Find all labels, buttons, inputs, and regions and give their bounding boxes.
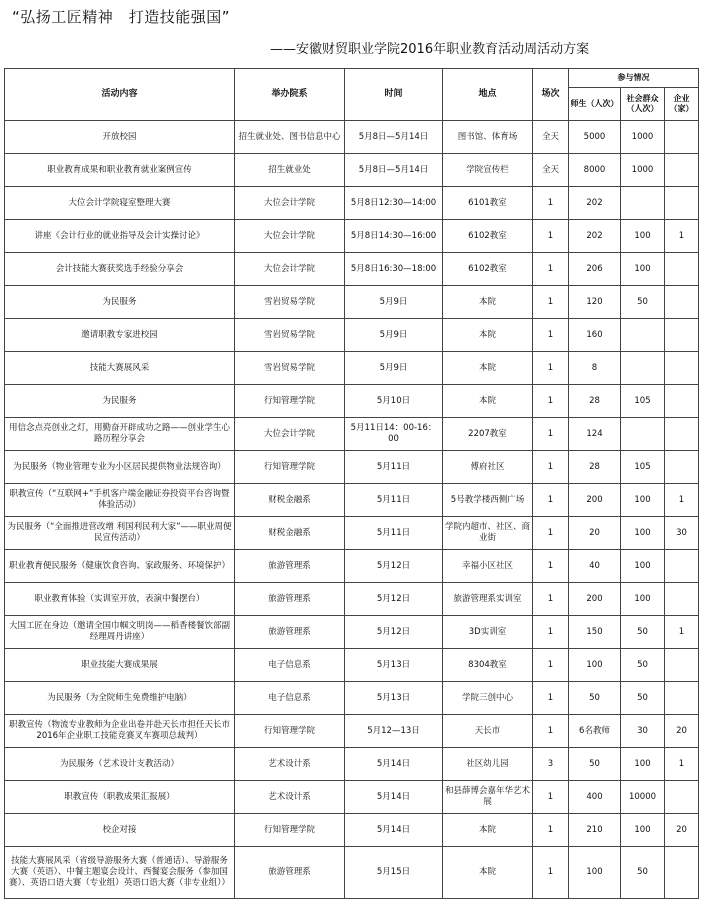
- cell-enterprise: [665, 550, 699, 583]
- cell-sessions: 1: [533, 847, 569, 899]
- cell-activity: 大位会计学院寝室整理大赛: [5, 187, 235, 220]
- cell-activity: 为民服务（物业管理专业为小区居民提供物业法规咨询）: [5, 451, 235, 484]
- cell-activity: 职业教育成果和职业教育就业案例宣传: [5, 154, 235, 187]
- cell-organizer: 行知管理学院: [235, 451, 345, 484]
- table-row: [5, 451, 699, 484]
- cell-staff: 6名教师: [569, 715, 621, 748]
- activity-table: [4, 68, 699, 899]
- cell-staff: 150: [569, 616, 621, 649]
- cell-organizer: 电子信息系: [235, 649, 345, 682]
- cell-activity: 为民服务（“全面推进营改增 利国利民利大家”——职业周便民宣传活动）: [5, 517, 235, 550]
- cell-public: 100: [621, 220, 665, 253]
- cell-organizer: 雪岩贸易学院: [235, 319, 345, 352]
- cell-organizer: 行知管理学院: [235, 715, 345, 748]
- cell-organizer: 招生就业处: [235, 154, 345, 187]
- cell-public: 100: [621, 583, 665, 616]
- cell-time: 5月9日: [345, 319, 443, 352]
- document-subtitle: ——安徽财贸职业学院2016年职业教育活动周活动方案: [270, 42, 590, 57]
- cell-enterprise: 20: [665, 814, 699, 847]
- cell-organizer: 行知管理学院: [235, 385, 345, 418]
- cell-location: 旅游管理系实训室: [443, 583, 533, 616]
- cell-time: 5月8日16:30—18:00: [345, 253, 443, 286]
- table-row: [5, 484, 699, 517]
- cell-staff: 210: [569, 814, 621, 847]
- cell-sessions: 1: [533, 352, 569, 385]
- cell-sessions: 1: [533, 286, 569, 319]
- cell-time: 5月14日: [345, 781, 443, 814]
- cell-staff: 120: [569, 286, 621, 319]
- cell-activity: 职业教育便民服务（健康饮食咨询、家政服务、环境保护）: [5, 550, 235, 583]
- cell-public: 50: [621, 616, 665, 649]
- cell-sessions: 全天: [533, 154, 569, 187]
- cell-time: 5月12日: [345, 616, 443, 649]
- table-body: [5, 121, 699, 899]
- table-row: [5, 220, 699, 253]
- cell-enterprise: [665, 418, 699, 451]
- cell-time: 5月12日: [345, 583, 443, 616]
- cell-enterprise: 30: [665, 517, 699, 550]
- cell-organizer: 雪岩贸易学院: [235, 286, 345, 319]
- cell-location: 6102教室: [443, 220, 533, 253]
- cell-activity: 邀请职教专家进校园: [5, 319, 235, 352]
- cell-activity: 开放校园: [5, 121, 235, 154]
- table-row: [5, 847, 699, 899]
- cell-activity: 职业教育体验（实训室开放，表演中餐摆台）: [5, 583, 235, 616]
- table-row: [5, 583, 699, 616]
- cell-organizer: 艺术设计系: [235, 781, 345, 814]
- cell-time: 5月12—13日: [345, 715, 443, 748]
- header-time: 时间: [345, 69, 443, 121]
- cell-sessions: 全天: [533, 121, 569, 154]
- cell-time: 5月11日: [345, 451, 443, 484]
- cell-public: 100: [621, 748, 665, 781]
- header-location: 地点: [443, 69, 533, 121]
- cell-organizer: 大位会计学院: [235, 187, 345, 220]
- cell-staff: 20: [569, 517, 621, 550]
- cell-location: 5号教学楼西侧广场: [443, 484, 533, 517]
- cell-time: 5月9日: [345, 352, 443, 385]
- table-row: [5, 154, 699, 187]
- cell-location: 本院: [443, 847, 533, 899]
- cell-staff: 50: [569, 682, 621, 715]
- cell-organizer: 雪岩贸易学院: [235, 352, 345, 385]
- cell-location: 傅府社区: [443, 451, 533, 484]
- cell-staff: 400: [569, 781, 621, 814]
- header-public: 社会群众（人次）: [621, 88, 665, 121]
- cell-public: [621, 418, 665, 451]
- cell-location: 学院三创中心: [443, 682, 533, 715]
- cell-staff: 202: [569, 220, 621, 253]
- cell-time: 5月8日14:30—16:00: [345, 220, 443, 253]
- cell-time: 5月11日14：00-16：00: [345, 418, 443, 451]
- table-row: [5, 682, 699, 715]
- cell-location: 本院: [443, 385, 533, 418]
- cell-sessions: 1: [533, 616, 569, 649]
- cell-public: 100: [621, 550, 665, 583]
- cell-time: 5月13日: [345, 649, 443, 682]
- table-row: [5, 319, 699, 352]
- cell-time: 5月8日—5月14日: [345, 154, 443, 187]
- cell-staff: 28: [569, 451, 621, 484]
- cell-public: 1000: [621, 121, 665, 154]
- cell-location: 本院: [443, 286, 533, 319]
- cell-activity: 大国工匠在身边（邀请全国巾帼文明岗——稻香楼餐饮部副经理周丹讲座）: [5, 616, 235, 649]
- cell-enterprise: [665, 352, 699, 385]
- cell-sessions: 1: [533, 715, 569, 748]
- table-row: [5, 121, 699, 154]
- cell-staff: 206: [569, 253, 621, 286]
- cell-organizer: 招生就业处、图书信息中心: [235, 121, 345, 154]
- cell-public: 50: [621, 847, 665, 899]
- cell-location: 学院宣传栏: [443, 154, 533, 187]
- cell-enterprise: [665, 385, 699, 418]
- cell-activity: 校企对接: [5, 814, 235, 847]
- cell-organizer: 电子信息系: [235, 682, 345, 715]
- cell-time: 5月8日—5月14日: [345, 121, 443, 154]
- cell-time: 5月14日: [345, 814, 443, 847]
- cell-public: 100: [621, 484, 665, 517]
- cell-activity: 职教宣传（物流专业教师为企业出卷并赴天长市担任天长市2016年企业职工技能竞赛叉车赛项总裁判）: [5, 715, 235, 748]
- cell-activity: 职教宣传（职教成果汇报展）: [5, 781, 235, 814]
- cell-organizer: 大位会计学院: [235, 418, 345, 451]
- cell-location: 本院: [443, 814, 533, 847]
- table-row: [5, 616, 699, 649]
- table-row: [5, 187, 699, 220]
- cell-sessions: 1: [533, 814, 569, 847]
- cell-enterprise: [665, 121, 699, 154]
- cell-location: 8304教室: [443, 649, 533, 682]
- header-organizer: 举办院系: [235, 69, 345, 121]
- header-participation: 参与情况: [569, 69, 699, 88]
- cell-enterprise: [665, 187, 699, 220]
- cell-organizer: 行知管理学院: [235, 814, 345, 847]
- cell-sessions: 1: [533, 781, 569, 814]
- cell-enterprise: [665, 319, 699, 352]
- cell-sessions: 1: [533, 682, 569, 715]
- cell-time: 5月13日: [345, 682, 443, 715]
- cell-activity: 技能大赛展风采: [5, 352, 235, 385]
- cell-time: 5月11日: [345, 517, 443, 550]
- cell-organizer: 旅游管理系: [235, 550, 345, 583]
- cell-organizer: 财税金融系: [235, 517, 345, 550]
- cell-enterprise: 20: [665, 715, 699, 748]
- cell-location: 图书馆、体育场: [443, 121, 533, 154]
- cell-sessions: 1: [533, 583, 569, 616]
- header-staff: 师生（人次）: [569, 88, 621, 121]
- cell-time: 5月9日: [345, 286, 443, 319]
- cell-public: 105: [621, 451, 665, 484]
- table-row: [5, 781, 699, 814]
- cell-public: 100: [621, 253, 665, 286]
- cell-sessions: 1: [533, 550, 569, 583]
- cell-location: 天长市: [443, 715, 533, 748]
- cell-activity: 用信念点亮创业之灯，用勤奋开辟成功之路——创业学生心路历程分享会: [5, 418, 235, 451]
- cell-activity: 为民服务（为全院师生免费维护电脑）: [5, 682, 235, 715]
- cell-enterprise: 1: [665, 220, 699, 253]
- table-row: [5, 550, 699, 583]
- cell-public: 30: [621, 715, 665, 748]
- cell-public: 50: [621, 682, 665, 715]
- table-row: [5, 418, 699, 451]
- cell-activity: 职教宣传（“互联网+”手机客户端金融证券投资平台咨询暨体验活动）: [5, 484, 235, 517]
- cell-enterprise: [665, 682, 699, 715]
- cell-location: 本院: [443, 352, 533, 385]
- cell-enterprise: [665, 583, 699, 616]
- cell-sessions: 1: [533, 220, 569, 253]
- cell-activity: 讲座《会计行业的就业指导及会计实操讨论》: [5, 220, 235, 253]
- header-sessions: 场次: [533, 69, 569, 121]
- cell-staff: 100: [569, 847, 621, 899]
- cell-public: [621, 352, 665, 385]
- cell-public: 50: [621, 286, 665, 319]
- cell-staff: 28: [569, 385, 621, 418]
- cell-staff: 8: [569, 352, 621, 385]
- cell-sessions: 1: [533, 484, 569, 517]
- cell-staff: 40: [569, 550, 621, 583]
- cell-organizer: 财税金融系: [235, 484, 345, 517]
- cell-activity: 为民服务: [5, 286, 235, 319]
- cell-sessions: 1: [533, 253, 569, 286]
- cell-public: 50: [621, 649, 665, 682]
- cell-location: 幸福小区社区: [443, 550, 533, 583]
- cell-sessions: 1: [533, 517, 569, 550]
- document-title: “弘扬工匠精神 打造技能强国”: [12, 8, 231, 26]
- cell-staff: 200: [569, 484, 621, 517]
- cell-enterprise: [665, 253, 699, 286]
- cell-organizer: 艺术设计系: [235, 748, 345, 781]
- cell-location: 3D实训室: [443, 616, 533, 649]
- cell-enterprise: 1: [665, 748, 699, 781]
- cell-time: 5月10日: [345, 385, 443, 418]
- cell-organizer: 旅游管理系: [235, 847, 345, 899]
- cell-time: 5月11日: [345, 484, 443, 517]
- cell-time: 5月14日: [345, 748, 443, 781]
- cell-activity: 技能大赛展风采（省级导游服务大赛（普通话）、导游服务大赛（英语）、中餐主题宴会设计、西餐宴会服务（参加国赛）、英语口语大赛（专业组）英语口语大赛（非专业组））: [5, 847, 235, 899]
- table-row: [5, 814, 699, 847]
- cell-location: 社区幼儿园: [443, 748, 533, 781]
- cell-sessions: 1: [533, 451, 569, 484]
- cell-sessions: 1: [533, 418, 569, 451]
- cell-time: 5月15日: [345, 847, 443, 899]
- cell-enterprise: [665, 847, 699, 899]
- cell-staff: 202: [569, 187, 621, 220]
- cell-activity: 为民服务: [5, 385, 235, 418]
- table-row: [5, 748, 699, 781]
- cell-enterprise: [665, 451, 699, 484]
- cell-time: 5月12日: [345, 550, 443, 583]
- cell-activity: 职业技能大赛成果展: [5, 649, 235, 682]
- cell-time: 5月8日12:30—14:00: [345, 187, 443, 220]
- cell-enterprise: 1: [665, 484, 699, 517]
- cell-organizer: 大位会计学院: [235, 220, 345, 253]
- cell-location: 和县薛博会嘉年华艺术展: [443, 781, 533, 814]
- cell-activity: 会计技能大赛获奖选手经验分享会: [5, 253, 235, 286]
- header-enterprise: 企业（家）: [665, 88, 699, 121]
- cell-location: 本院: [443, 319, 533, 352]
- table-row: [5, 385, 699, 418]
- cell-sessions: 3: [533, 748, 569, 781]
- cell-staff: 5000: [569, 121, 621, 154]
- table-row: [5, 715, 699, 748]
- table-row: [5, 253, 699, 286]
- cell-staff: 124: [569, 418, 621, 451]
- cell-location: 6102教室: [443, 253, 533, 286]
- cell-staff: 200: [569, 583, 621, 616]
- cell-enterprise: [665, 781, 699, 814]
- cell-staff: 100: [569, 649, 621, 682]
- cell-enterprise: [665, 649, 699, 682]
- cell-public: 105: [621, 385, 665, 418]
- cell-location: 学院内超市、社区、商业街: [443, 517, 533, 550]
- cell-organizer: 旅游管理系: [235, 583, 345, 616]
- cell-location: 6101教室: [443, 187, 533, 220]
- cell-organizer: 大位会计学院: [235, 253, 345, 286]
- cell-enterprise: [665, 154, 699, 187]
- cell-public: 1000: [621, 154, 665, 187]
- cell-organizer: 旅游管理系: [235, 616, 345, 649]
- table-row: [5, 649, 699, 682]
- header-activity: 活动内容: [5, 69, 235, 121]
- table-row: [5, 352, 699, 385]
- cell-activity: 为民服务（艺术设计支教活动）: [5, 748, 235, 781]
- cell-public: 100: [621, 517, 665, 550]
- table-row: [5, 517, 699, 550]
- cell-public: 100: [621, 814, 665, 847]
- cell-enterprise: [665, 286, 699, 319]
- table-row: [5, 286, 699, 319]
- cell-staff: 160: [569, 319, 621, 352]
- cell-public: [621, 187, 665, 220]
- cell-location: 2207教室: [443, 418, 533, 451]
- cell-sessions: 1: [533, 649, 569, 682]
- cell-public: 10000: [621, 781, 665, 814]
- cell-sessions: 1: [533, 187, 569, 220]
- cell-staff: 50: [569, 748, 621, 781]
- cell-staff: 8000: [569, 154, 621, 187]
- cell-sessions: 1: [533, 319, 569, 352]
- cell-enterprise: 1: [665, 616, 699, 649]
- cell-public: [621, 319, 665, 352]
- cell-sessions: 1: [533, 385, 569, 418]
